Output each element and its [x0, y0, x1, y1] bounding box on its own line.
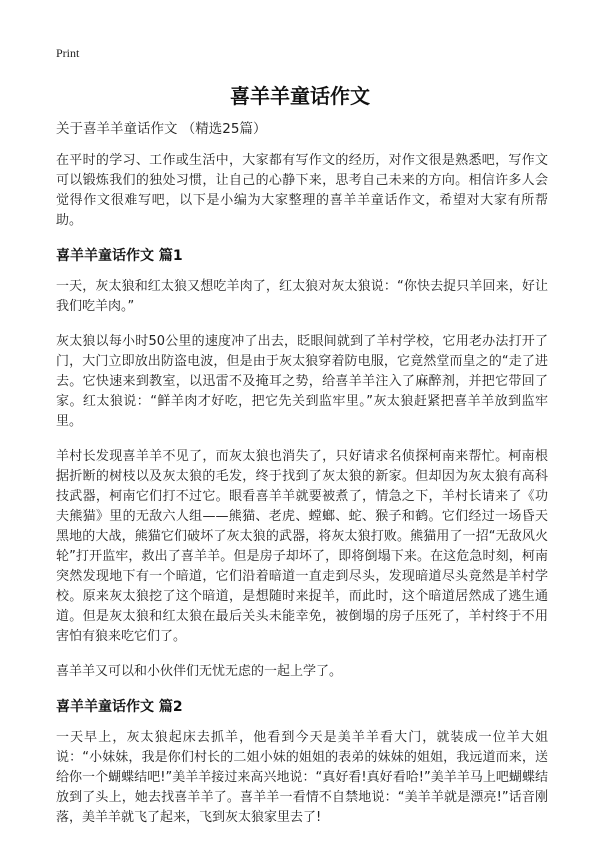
page-title: 喜羊羊童话作文 [230, 84, 370, 108]
paragraph: 一天，灰太狼和红太狼又想吃羊肉了，红太狼对灰太狼说：“你快去捉只羊回来，好让我们吃羊肉。” [56, 279, 548, 314]
section-heading-2: 喜羊羊童话作文 篇2 [56, 699, 183, 715]
paragraph: 喜羊羊又可以和小伙伴们无忧无虑的一起上学了。 [56, 664, 343, 679]
article-body [56, 120, 548, 843]
paragraph: 一天早上，灰太狼起床去抓羊，他看到今天是美羊羊看大门，就装成一位羊大姐说：“小妹妹，我是你们村长的二姐小妹的姐姐的表弟的妹妹的姐姐，我远道而来，送给你一个蝴蝶结吧!”美羊羊接过来高兴地说：“真好看!真好看哈!”美羊羊马上吧蝴蝶结放到了头上，她去找喜羊羊了。喜羊羊一看情不自禁地说：“美羊羊就是漂亮!”话音刚落，美羊羊就飞了起来，飞到灰太狼家里去了! [56, 730, 548, 825]
print-link[interactable]: Print [56, 46, 80, 60]
article-subtitle: 关于喜羊羊童话作文 （精选25篇） [56, 121, 267, 137]
intro-paragraph: 在平时的学习、工作或生活中，大家都有写作文的经历，对作文很是熟悉吧，写作文可以锻炼我们的独处习惯，让自己的心静下来，思考自己未来的方向。相信许多人会觉得作文很难写吧，以下是小编为大家整理的喜羊羊童话作文，希望对大家有所帮助。 [56, 153, 548, 228]
paragraph: 灰太狼以每小时50公里的速度冲了出去，眨眼间就到了羊村学校，它用老办法打开了门，大门立即放出防盗电波，但是由于灰太狼穿着防电服，它竟然堂而皇之的“走了进去。它快速来到教室，以迅雷不及掩耳之势，给喜羊羊注入了麻醉剂，并把它带回了家。红太狼说：“鲜羊肉才好吃，把它先关到监牢里。”灰太狼赶紧把喜羊羊放到监牢里。 [56, 334, 548, 429]
paragraph: 羊村长发现喜羊羊不见了，而灰太狼也消失了，只好请求名侦探柯南来帮忙。柯南根据折断的树枝以及灰太狼的毛发，终于找到了灰太狼的新家。但却因为灰太狼有高科技武器，柯南它们打不过它。眼看喜羊羊就要被煮了，情急之下，羊村长请来了《功夫熊猫》里的无敌六人组——熊猫、老虎、螳螂、蛇、猴子和鹤。它们经过一场昏天黑地的大战，熊猫它们破坏了灰太狼的武器，将灰太狼打败。熊猫用了一招“无敌风火轮”打开监牢，救出了喜羊羊。但是房子却坏了，即将倒塌下来。在这危急时刻，柯南突然发现地下有一个暗道，它们沿着暗道一直走到尽头，发现暗道尽头竟然是羊村学校。原来灰太狼挖了这个暗道，是想随时来捉羊，而此时，这个暗道居然成了逃生通道。但是灰太狼和红太狼在最后关头未能幸免，被倒塌的房子压死了，羊村终于不用害怕有狼来吃它们了。 [56, 449, 548, 644]
section-heading-1: 喜羊羊童话作文 篇1 [56, 248, 183, 264]
